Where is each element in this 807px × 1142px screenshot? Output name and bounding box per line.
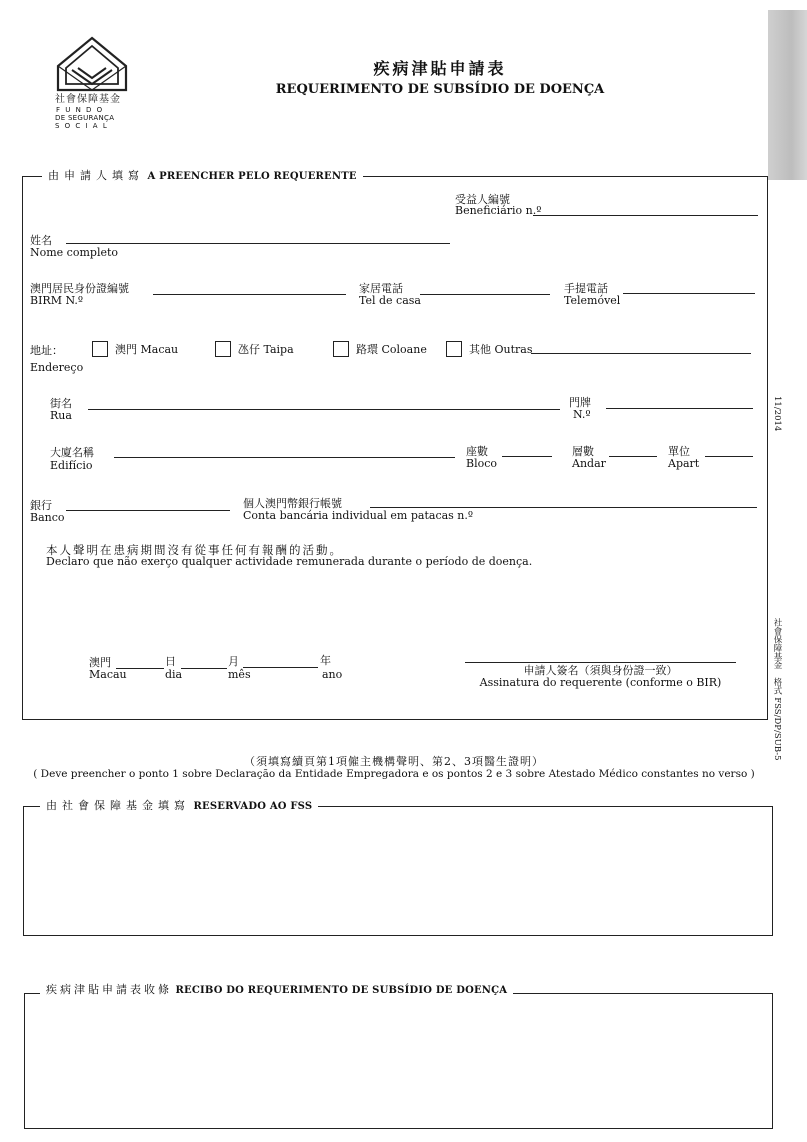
other-address-field[interactable] (531, 353, 751, 354)
birm-label-zh: 澳門居民身份證編號 (30, 282, 129, 295)
macau-option-label: 澳門 Macau (115, 343, 179, 356)
fss-logo (52, 36, 132, 136)
floor-label-pt: Andar (572, 457, 606, 470)
date-day-zh: 日 (165, 655, 176, 668)
mobile-label-pt: Telemóvel (564, 294, 621, 307)
account-label-zh: 個人澳門幣銀行帳號 (243, 497, 342, 510)
date-year-pt: ano (322, 668, 343, 681)
signature-field[interactable] (465, 662, 736, 663)
applicant-section-title (42, 169, 363, 184)
applicant-title-zh: 由申請人填寫 (48, 169, 144, 182)
signature-label-pt: Assinatura do requerente (conforme o BIR) (479, 676, 722, 689)
macau-checkbox[interactable] (92, 341, 108, 357)
building-label-zh: 大廈名稱 (50, 446, 94, 459)
form-title-pt: REQUERIMENTO DE SUBSÍDIO DE DOENÇA (275, 82, 605, 97)
date-month-zh: 月 (228, 655, 239, 668)
fss-title-pt: RESERVADO AO FSS (193, 801, 313, 812)
bank-label-pt: Banco (30, 511, 65, 524)
date-place-zh: 澳門 (89, 656, 111, 669)
bank-label-zh: 銀行 (30, 499, 52, 512)
beneficiary-number-field[interactable] (533, 215, 758, 216)
other-checkbox[interactable] (446, 341, 462, 357)
instructions-zh: （須填寫續頁第1項僱主機構聲明、第2、3項醫生證明） (244, 755, 544, 768)
bank-account-field[interactable] (370, 507, 757, 508)
building-label-pt: Edifício (50, 459, 93, 472)
block-field[interactable] (502, 456, 552, 457)
date-month-pt: mês (228, 668, 251, 681)
unit-label-zh: 單位 (668, 445, 690, 458)
receipt-title-zh: 疾病津貼申請表收條 (46, 983, 172, 996)
block-label-zh: 座數 (466, 445, 488, 458)
block-label-pt: Bloco (466, 457, 498, 470)
door-no-label-zh: 門牌 (569, 396, 591, 409)
logo-org-pt-1: F U N D O (56, 106, 104, 114)
home-tel-field[interactable] (420, 294, 550, 295)
applicant-section (22, 176, 768, 720)
building-name-field[interactable] (114, 457, 455, 458)
door-number-field[interactable] (606, 408, 753, 409)
signature-label-zh: 申請人簽名（須與身份證一致） (523, 664, 678, 677)
logo-org-zh: 社會保障基金 (55, 94, 121, 105)
coloane-option-label: 路環 Coloane (356, 343, 427, 356)
street-label-zh: 街名 (50, 397, 72, 410)
bank-field[interactable] (66, 510, 230, 511)
date-year-zh: 年 (320, 654, 331, 667)
coloane-checkbox[interactable] (333, 341, 349, 357)
applicant-title-pt: A PREENCHER PELO REQUERENTE (147, 171, 357, 182)
receipt-section (24, 993, 773, 1129)
name-label-zh: 姓名 (30, 234, 52, 247)
full-name-field[interactable] (66, 243, 450, 244)
birm-number-field[interactable] (153, 294, 346, 295)
instructions-pt: ( Deve preencher o ponto 1 sobre Declaração da Entidade Empregadora e os pontos 2 e 3 sobre Atestado Médico constantes no verso ) (33, 768, 755, 780)
name-label-pt: Nome completo (30, 246, 119, 259)
receipt-title-pt: RECIBO DO REQUERIMENTO DE SUBSÍDIO DE DOENÇA (175, 985, 508, 996)
beneficiary-label-zh: 受益人編號 (455, 193, 510, 206)
street-field[interactable] (88, 409, 560, 410)
date-month-field[interactable] (181, 668, 227, 669)
form-title-zh: 疾病津貼申請表 (373, 59, 507, 78)
date-day-pt: dia (165, 668, 183, 681)
home-tel-label-pt: Tel de casa (359, 294, 421, 307)
beneficiary-label-pt: Beneficiário n.º (455, 204, 542, 217)
other-option-label: 其他 Outras (469, 343, 533, 356)
date-day-field[interactable] (116, 668, 164, 669)
address-label-zh: 地址： (30, 344, 63, 357)
scan-edge-strip (768, 10, 807, 180)
fss-section-title (40, 799, 318, 814)
unit-label-pt: Apart (668, 457, 700, 470)
address-label-pt: Endereço (30, 361, 84, 374)
receipt-section-title (40, 983, 513, 998)
date-year-field[interactable] (243, 667, 318, 668)
floor-field[interactable] (609, 456, 657, 457)
logo-org-pt-3: S O C I A L (55, 122, 109, 130)
taipa-option-label: 氹仔 Taipa (238, 343, 294, 356)
declaration-pt: Declaro que não exerço qualquer actividade remunerada durante o período de doença. (46, 555, 533, 568)
taipa-checkbox[interactable] (215, 341, 231, 357)
logo-org-pt-2: DE SEGURANÇA (55, 114, 115, 122)
mobile-label-zh: 手提電話 (564, 282, 608, 295)
declaration-zh: 本人聲明在患病期間沒有從事任何有報酬的活動。 (46, 543, 343, 557)
date-place-pt: Macau (89, 668, 127, 681)
form-code-text: 社會保障基金 格式 FSS/DP/SUB-5 (772, 618, 782, 761)
street-label-pt: Rua (50, 409, 72, 422)
fss-title-zh: 由社會保障基金填寫 (46, 799, 190, 812)
fss-logo-icon (52, 36, 132, 94)
form-version-text: 11/2014 (772, 396, 782, 432)
door-no-label-pt: N.º (573, 408, 591, 421)
fss-reserved-section (23, 806, 773, 936)
account-label-pt: Conta bancária individual em patacas n.º (243, 509, 474, 522)
home-tel-label-zh: 家居電話 (359, 282, 403, 295)
unit-field[interactable] (705, 456, 753, 457)
birm-label-pt: BIRM N.º (30, 294, 84, 307)
floor-label-zh: 層數 (572, 445, 594, 458)
mobile-field[interactable] (623, 293, 755, 294)
